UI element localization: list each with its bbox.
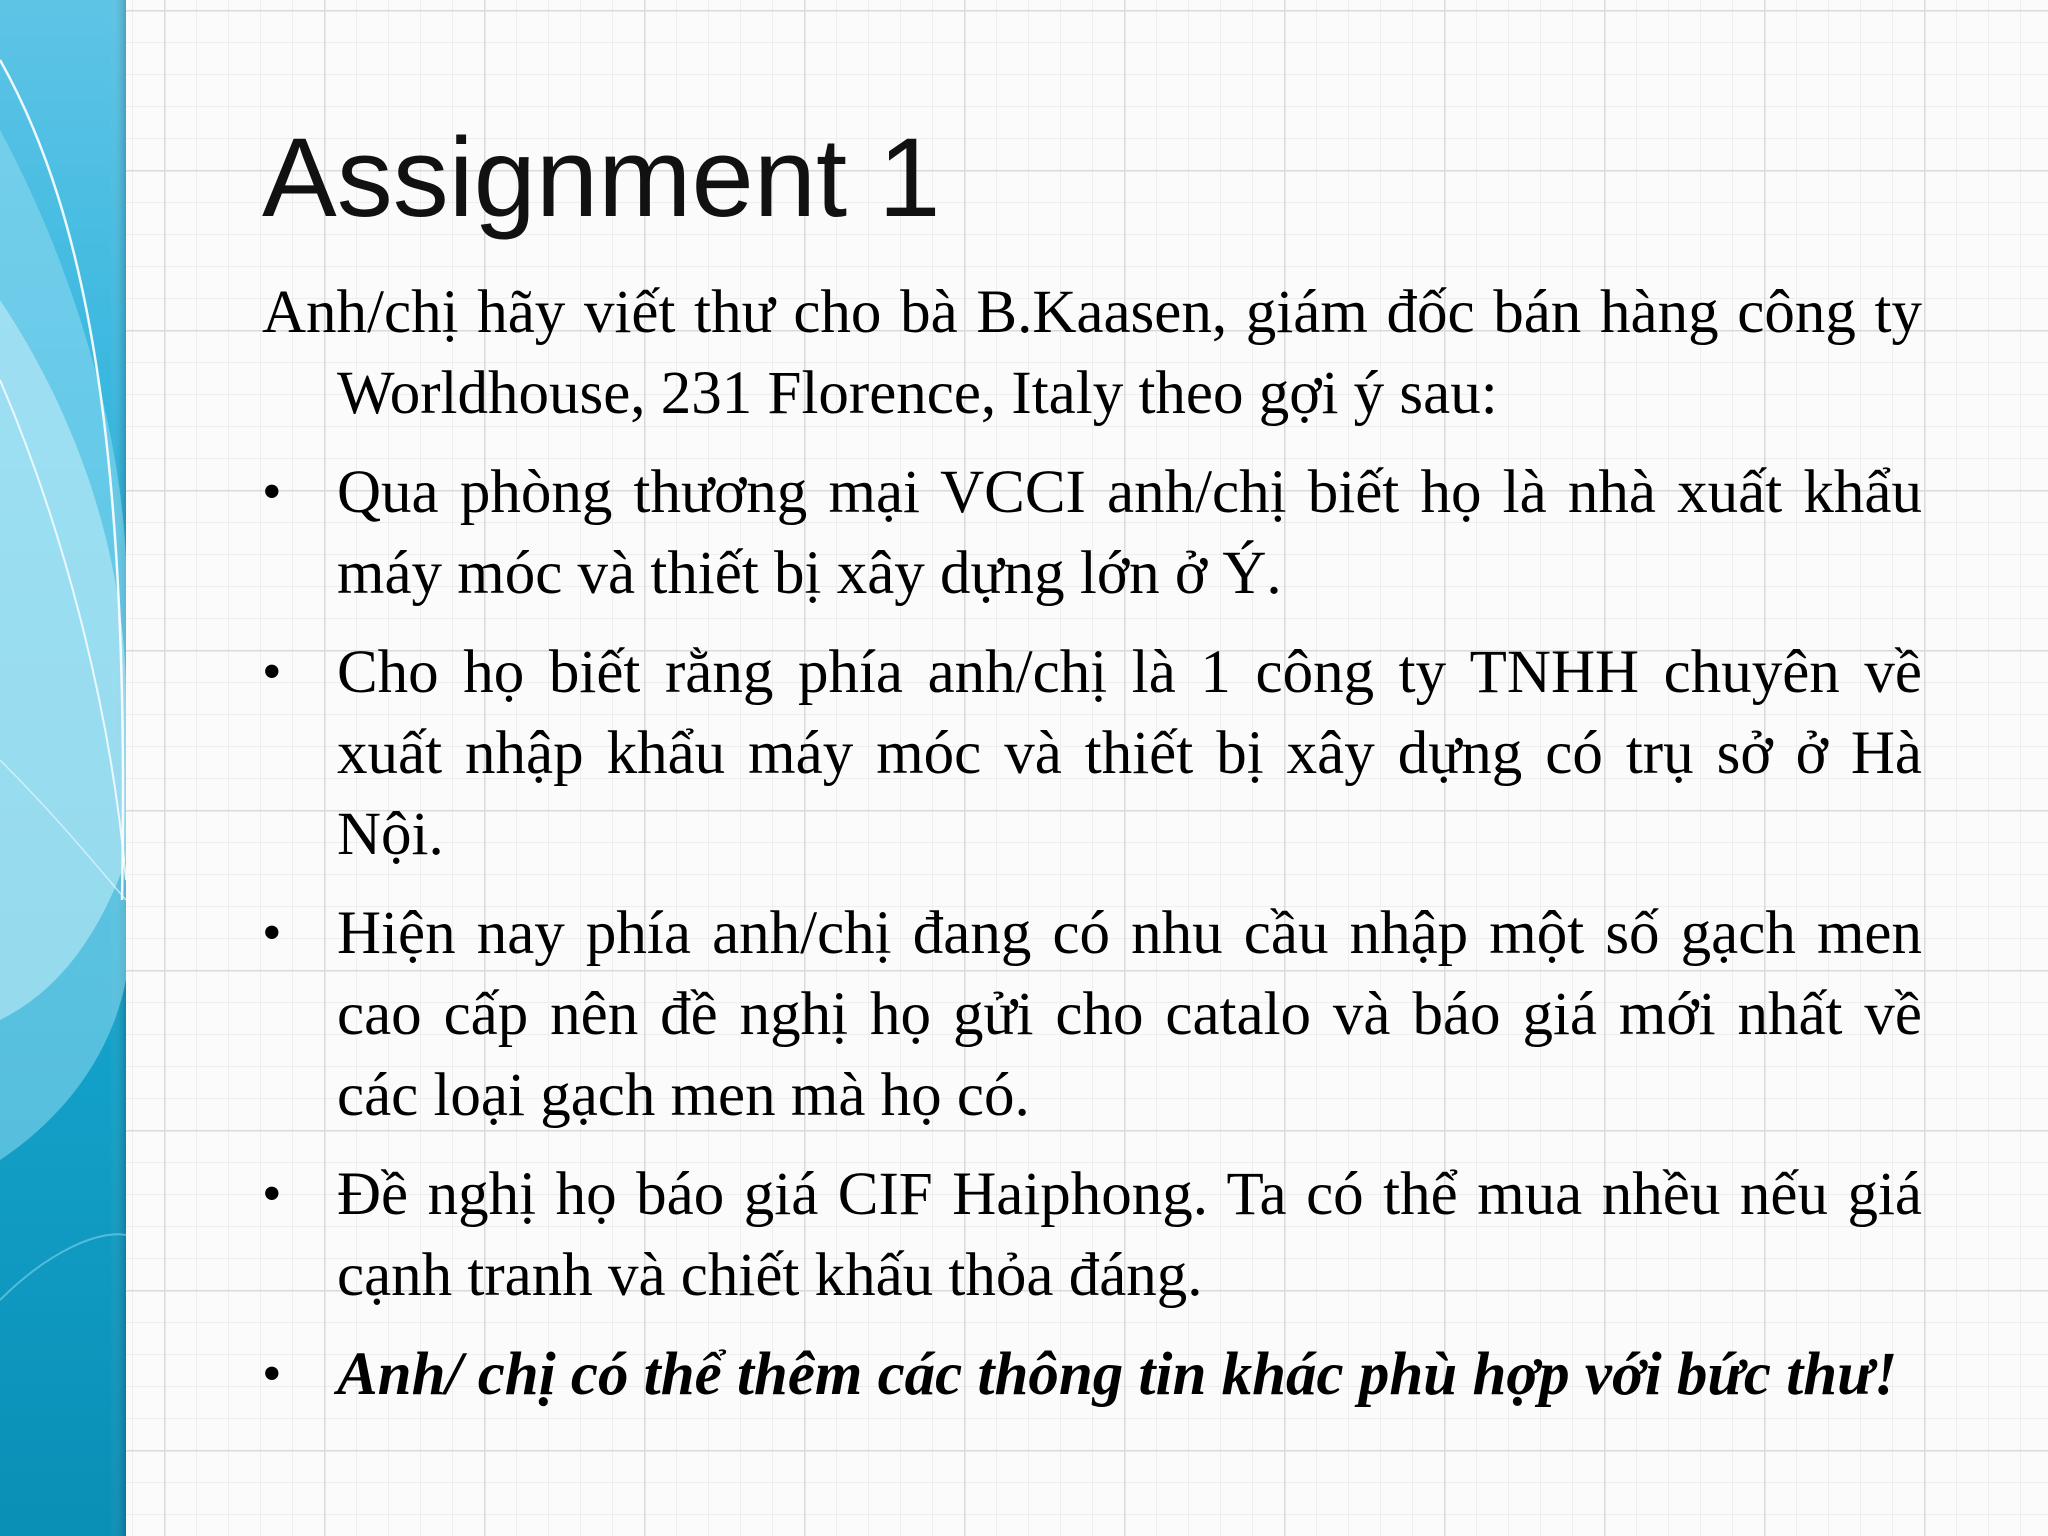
- bullet-dot-icon: •: [262, 1163, 282, 1225]
- decorative-side-band: [0, 0, 140, 1536]
- bullet-dot-icon: •: [262, 641, 282, 703]
- bullet-item: [262, 1154, 1922, 1316]
- bullet-list: [262, 452, 1922, 1415]
- slide-title: Assignment 1: [262, 115, 941, 240]
- bullet-text: Anh/ chị có thể thêm các thông tin khác phù hợp với bức thư!: [337, 1341, 1898, 1408]
- bullet-item: [262, 452, 1922, 614]
- slide-content: [262, 272, 1922, 1433]
- bullet-item-emphasized: [262, 1334, 1922, 1415]
- bullet-item: [262, 632, 1922, 875]
- bullet-text: Qua phòng thương mại VCCI anh/chị biết họ là nhà xuất khẩu máy móc và thiết bị xây dựng lớn ở Ý.: [337, 459, 1922, 607]
- bullet-dot-icon: •: [262, 902, 282, 964]
- bullet-dot-icon: •: [262, 461, 282, 523]
- intro-paragraph: Anh/chị hãy viết thư cho bà B.Kaasen, giám đốc bán hàng công ty Worldhouse, 231 Florence, Italy theo gợi ý sau:: [262, 279, 1922, 427]
- bullet-text: Hiện nay phía anh/chị đang có nhu cầu nhập một số gạch men cao cấp nên đề nghị họ gửi cho catalo và báo giá mới nhất về các loại gạch men mà họ có.: [337, 900, 1922, 1129]
- bullet-dot-icon: •: [262, 1343, 282, 1405]
- bullet-text: Đề nghị họ báo giá CIF Haiphong. Ta có thể mua nhều nếu giá cạnh tranh và chiết khấu thỏa đáng.: [337, 1161, 1922, 1309]
- bullet-item: [262, 893, 1922, 1136]
- bullet-text: Cho họ biết rằng phía anh/chị là 1 công ty TNHH chuyên về xuất nhập khẩu máy móc và thiết bị xây dựng có trụ sở ở Hà Nội.: [337, 639, 1922, 868]
